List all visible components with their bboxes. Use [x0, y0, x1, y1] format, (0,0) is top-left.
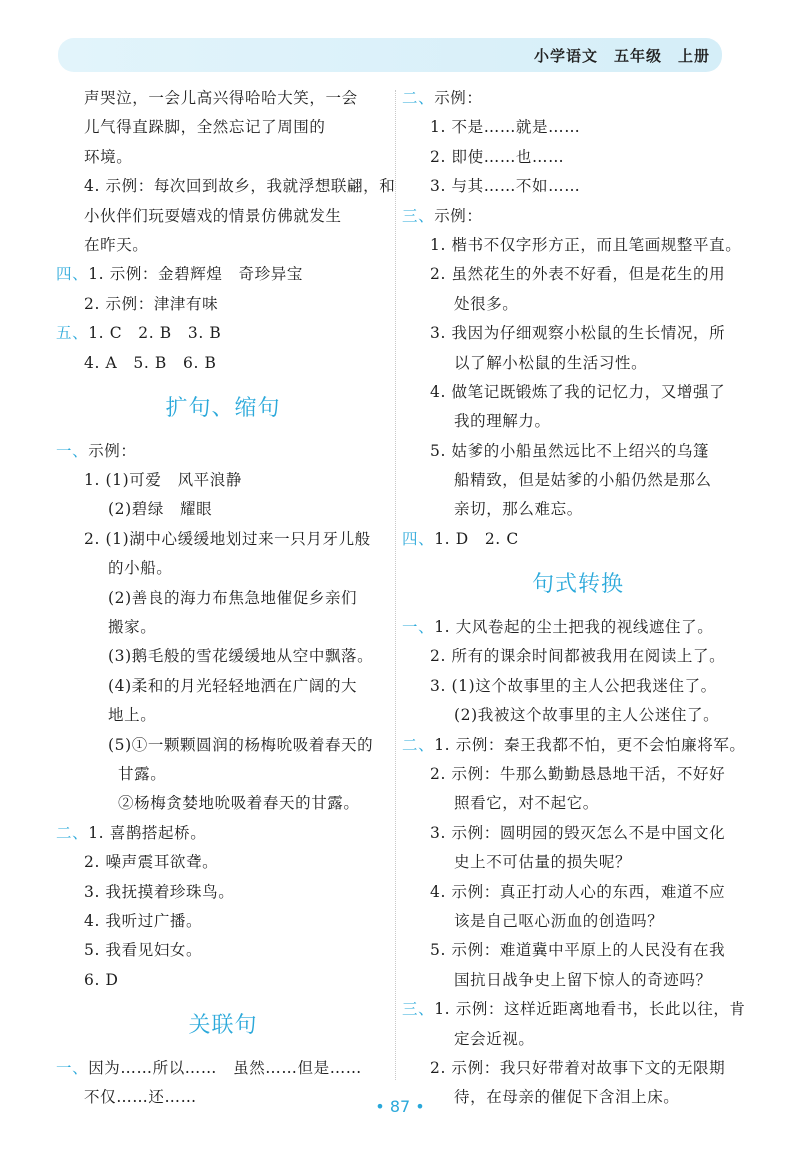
- answer-line: [56, 642, 390, 671]
- section-number: 四、: [56, 265, 89, 284]
- answer-line: [402, 495, 754, 524]
- answer-text: (5)①一颗颗圆润的杨梅吮吸着春天的: [108, 735, 374, 754]
- answer-line: [402, 437, 754, 466]
- answer-line: [56, 84, 390, 113]
- answer-text: (2)善良的海力布焦急地催促乡亲们: [108, 588, 358, 607]
- answer-text: 4. A 5. B 6. B: [84, 353, 217, 372]
- section-title: 关联句: [188, 1013, 258, 1039]
- answer-text: 我的理解力。: [454, 412, 551, 431]
- answer-line: [402, 84, 754, 113]
- answer-line: [402, 789, 754, 818]
- answer-text: 因为……所以…… 虽然……但是……: [88, 1058, 362, 1077]
- answer-text: 船精致，但是姑爹的小船仍然是那么: [454, 471, 712, 490]
- answer-text: 1. C 2. B 3. B: [88, 324, 222, 343]
- answer-line: [402, 731, 754, 760]
- answer-text: (4)柔和的月光轻轻地洒在广阔的大: [108, 676, 358, 695]
- answer-text: 1. 示例：金碧辉煌 奇珍异宝: [88, 265, 303, 284]
- answer-line: [56, 202, 390, 231]
- answer-text: 1. 大风卷起的尘土把我的视线遮住了。: [434, 618, 714, 637]
- answer-line: [56, 525, 390, 554]
- section-number: 三、: [402, 206, 435, 225]
- answer-line: [56, 349, 390, 378]
- answer-text: 搬家。: [108, 618, 157, 637]
- answer-line: [402, 466, 754, 495]
- answer-text: 不仅……还……: [84, 1088, 197, 1107]
- answer-line: [56, 554, 390, 583]
- answer-text: 2. 噪声震耳欲聋。: [84, 853, 219, 872]
- answer-line: [402, 936, 754, 965]
- answer-text: 2. 示例：我只好带着对故事下文的无限期: [430, 1058, 726, 1077]
- answer-line: [56, 290, 390, 319]
- answer-line: [402, 525, 754, 554]
- answer-line: [56, 466, 390, 495]
- answer-line: [56, 437, 390, 466]
- answer-line: [402, 202, 754, 231]
- answer-text: 史上不可估量的损失呢？: [454, 853, 632, 872]
- answer-text: 甘露。: [118, 765, 167, 783]
- section-number: 四、: [402, 529, 435, 548]
- answer-line: [56, 819, 390, 848]
- answer-text: 儿气得直跺脚，全然忘记了周围的: [84, 118, 326, 137]
- answer-line: [402, 995, 754, 1024]
- answer-text: 2. 示例：津津有味: [84, 294, 219, 313]
- answer-line: [402, 907, 754, 936]
- answer-line: [402, 1054, 754, 1083]
- answer-line: [402, 290, 754, 319]
- answer-line: [402, 172, 754, 201]
- answer-text: 1. (1)可爱 风平浪静: [84, 471, 242, 490]
- header-title: 小学语文 五年级 上册: [533, 47, 710, 65]
- answer-text: 待，在母亲的催促下含泪上床。: [454, 1088, 680, 1107]
- answer-text: 1. D 2. C: [434, 529, 519, 548]
- answer-text: 1. 不是……就是……: [430, 118, 581, 137]
- answer-line: [56, 143, 390, 172]
- section-number: 二、: [402, 89, 435, 107]
- answer-line: [56, 878, 390, 907]
- section-title: 扩句、缩句: [165, 395, 281, 421]
- answer-text: 4. 做笔记既锻炼了我的记忆力，又增强了: [430, 382, 726, 401]
- answer-line: [56, 701, 390, 730]
- answer-line: [402, 848, 754, 877]
- left-column: [56, 84, 396, 1113]
- answer-line: [402, 613, 754, 642]
- answer-text: 4. 示例：真正打动人心的东西，难道不应: [430, 882, 726, 901]
- answer-line: [402, 231, 754, 260]
- answer-line: [402, 966, 754, 995]
- answer-text: 在昨天。: [84, 235, 149, 254]
- answer-line: [56, 789, 390, 818]
- answer-line: [56, 907, 390, 936]
- answer-line: [402, 672, 754, 701]
- answer-line: [402, 701, 754, 730]
- answer-line: [56, 231, 390, 260]
- answer-line: [402, 143, 754, 172]
- answer-line: [402, 642, 754, 671]
- answer-text: (2)我被这个故事里的主人公迷住了。: [454, 706, 720, 725]
- answer-text: 3. 我抚摸着珍珠鸟。: [84, 882, 235, 901]
- section-number: 二、: [56, 823, 89, 842]
- answer-text: 1. 示例：这样近距离地看书，长此以往，肯: [434, 1000, 746, 1019]
- answer-text: 5. 示例：难道冀中平原上的人民没有在我: [430, 941, 726, 960]
- answer-line: [402, 1025, 754, 1054]
- answer-line: [56, 966, 390, 995]
- answer-text: 5. 姑爹的小船虽然远比不上绍兴的乌篷: [430, 441, 710, 460]
- section-number: 一、: [56, 441, 89, 460]
- answer-line: [402, 819, 754, 848]
- answer-text: 国抗日战争史上留下惊人的奇迹吗？: [454, 970, 712, 989]
- answer-line: [402, 760, 754, 789]
- answer-text: 2. 所有的课余时间都被我用在阅读上了。: [430, 647, 726, 666]
- answer-line: [402, 378, 754, 407]
- column-divider: [395, 90, 396, 1080]
- answer-line: [56, 260, 390, 289]
- answer-line: [56, 495, 390, 524]
- answer-text: 2. 即使……也……: [430, 147, 565, 166]
- section-number: 五、: [56, 324, 89, 343]
- answer-line: [56, 319, 390, 348]
- answer-text: 2. 虽然花生的外表不好看，但是花生的用: [430, 265, 726, 284]
- answer-text: 示例：: [434, 206, 483, 225]
- answer-text: 4. 我听过广播。: [84, 911, 203, 930]
- answer-line: [56, 113, 390, 142]
- answer-text: 以了解小松鼠的生活习性。: [454, 353, 648, 372]
- answer-line: [56, 731, 390, 760]
- section-number: 三、: [402, 1000, 435, 1019]
- answer-line: [402, 319, 754, 348]
- answer-text: 2. 示例：牛那么勤勤恳恳地干活，不好好: [430, 765, 726, 783]
- page-header-bar: [58, 38, 722, 72]
- answer-text: ②杨梅贪婪地吮吸着春天的甘露。: [118, 794, 360, 813]
- right-column: [402, 84, 754, 1113]
- answer-text: 1. 楷书不仅字形方正，而且笔画规整平直。: [430, 235, 742, 254]
- answer-text: 示例：: [434, 89, 483, 107]
- answer-line: [56, 936, 390, 965]
- answer-text: 2. (1)湖中心缓缓地划过来一只月牙儿般: [84, 529, 371, 548]
- answer-line: [402, 260, 754, 289]
- answer-text: 处很多。: [454, 294, 519, 313]
- answer-text: 小伙伴们玩耍嬉戏的情景仿佛就发生: [84, 206, 342, 225]
- answer-text: 4. 示例：每次回到故乡，我就浮想联翩，和: [84, 177, 396, 196]
- answer-line: [56, 1054, 390, 1083]
- page-number: • 87 •: [375, 1097, 425, 1116]
- section-number: 二、: [402, 735, 435, 754]
- answer-line: [56, 848, 390, 877]
- answer-text: 1. 示例：秦王我都不怕，更不会怕廉将军。: [434, 735, 746, 754]
- answer-text: 亲切，那么难忘。: [454, 500, 583, 519]
- answer-line: [56, 672, 390, 701]
- answer-line: [402, 878, 754, 907]
- answer-text: 定会近视。: [454, 1029, 535, 1048]
- answer-line: [56, 613, 390, 642]
- section-number: 一、: [56, 1058, 89, 1077]
- section-title: 句式转换: [531, 572, 624, 598]
- answer-text: (3)鹅毛般的雪花缓缓地从空中飘落。: [108, 647, 374, 666]
- answer-text: 该是自己呕心沥血的创造吗？: [454, 911, 664, 930]
- answer-text: 照看它，对不起它。: [454, 794, 599, 813]
- answer-text: 声哭泣，一会儿高兴得哈哈大笑，一会: [84, 89, 358, 107]
- answer-line: [56, 172, 396, 201]
- answer-text: 1. 喜鹊搭起桥。: [88, 823, 207, 842]
- answer-text: 地上。: [108, 706, 157, 725]
- answer-text: 6. D: [84, 970, 119, 989]
- answer-text: (2)碧绿 耀眼: [108, 500, 213, 519]
- answer-text: 3. (1)这个故事里的主人公把我迷住了。: [430, 676, 717, 695]
- answer-line: [402, 349, 754, 378]
- answer-line: [56, 584, 390, 613]
- answer-line: [402, 407, 754, 436]
- answer-text: 3. 我因为仔细观察小松鼠的生长情况，所: [430, 324, 726, 343]
- answer-text: 5. 我看见妇女。: [84, 941, 203, 960]
- answer-text: 的小船。: [108, 559, 173, 578]
- answer-text: 3. 示例：圆明园的毁灭怎么不是中国文化: [430, 823, 726, 842]
- answer-line: [56, 760, 390, 789]
- section-number: 一、: [402, 618, 435, 637]
- answer-line: [402, 113, 754, 142]
- answer-text: 3. 与其……不如……: [430, 177, 581, 196]
- answer-text: 示例：: [88, 441, 137, 460]
- answer-text: 环境。: [84, 147, 133, 166]
